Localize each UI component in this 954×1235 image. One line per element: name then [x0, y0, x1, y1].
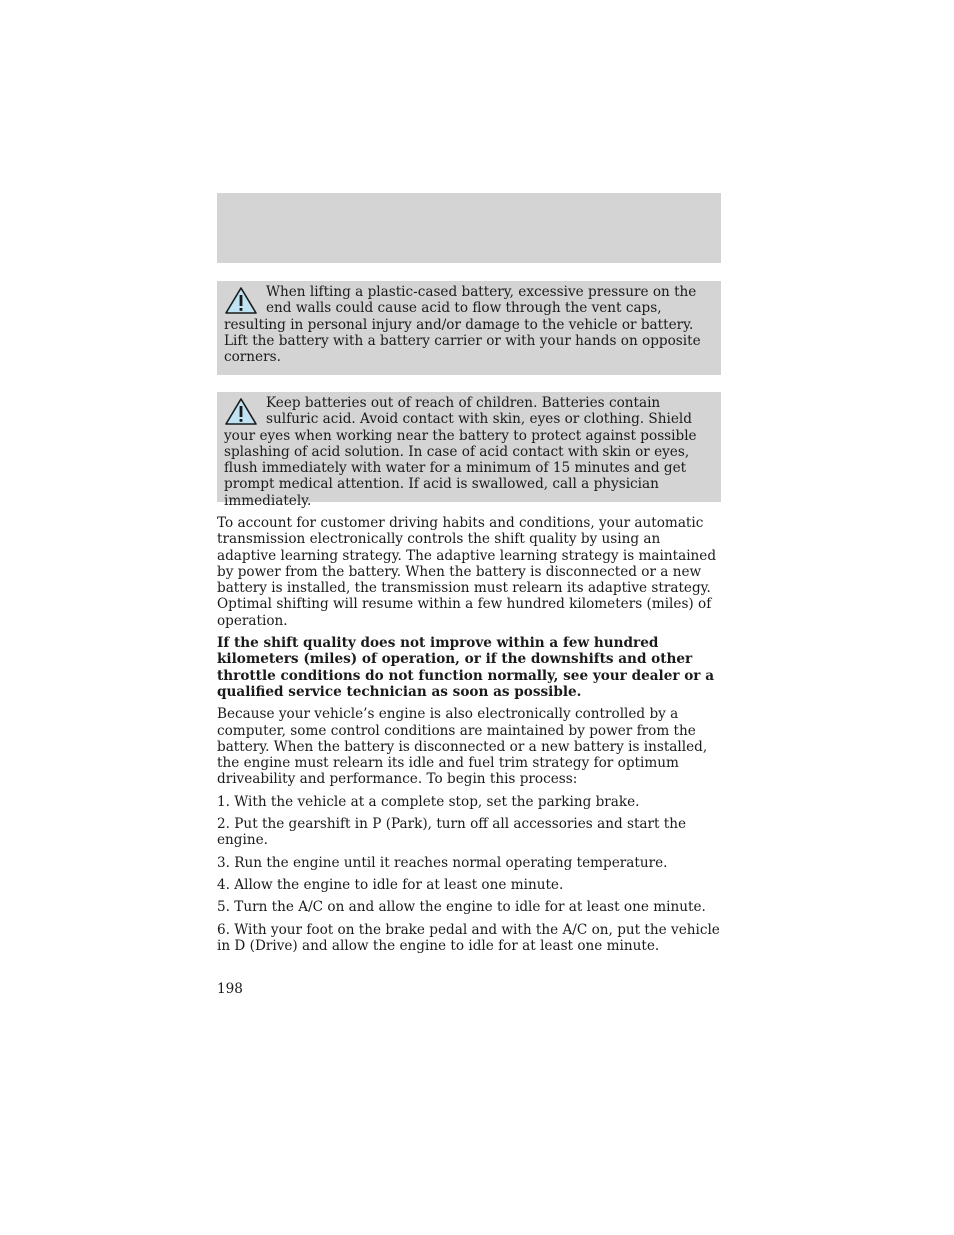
list-item-step-4: 4. Allow the engine to idle for at least one minute.	[217, 876, 564, 893]
paragraph-shift-quality-notice: If the shift quality does not improve within a few hundred kilometers (miles) of operation, or if the downshifts and other throttle conditions do not function normally, see your dealer or a qualified service technician as soon as possible.	[217, 635, 715, 700]
list-item-step-6: 6. With your foot on the brake pedal and with the A/C on, put the vehicle in D (Drive) and allow the engine to idle for at least one minute.	[217, 921, 720, 954]
warning-box-children	[217, 392, 721, 509]
warning-triangle-icon	[224, 286, 258, 316]
paragraph-engine-relearn: Because your vehicle’s engine is also electronically controlled by a computer, some control conditions are maintained by power from the battery. When the battery is disconnected or a new battery is installed, the engine must relearn its idle and fuel trim strategy for optimum driveability and performance. To begin this process:	[217, 706, 708, 788]
warning-box-lifting	[217, 281, 721, 375]
list-item-step-5: 5. Turn the A/C on and allow the engine to idle for at least one minute.	[217, 899, 706, 916]
list-item-step-3: 3. Run the engine until it reaches normal operating temperature.	[217, 854, 668, 871]
body-text	[217, 515, 721, 960]
warning-triangle-icon	[224, 397, 258, 427]
list-item-step-1: 1. With the vehicle at a complete stop, set the parking brake.	[217, 793, 640, 810]
warning-text: Keep batteries out of reach of children. Batteries contain sulfuric acid. Avoid contact with skin, eyes or clothing. Shield your eyes when working near the battery to protect against possible splashing of acid solution. In case of acid contact with skin or eyes, flush immediately with water for a minimum of 15 minutes and get prompt medical attention. If acid is swallowed, call a physician immediately.	[224, 395, 697, 509]
paragraph-adaptive-learning: To account for customer driving habits and conditions, your automatic transmission electronically controls the shift quality by using an adaptive learning strategy. The adaptive learning strategy is maintained by power from the battery. When the battery is disconnected or a new battery is installed, the transmission must relearn its adaptive strategy. Optimal shifting will resume within a few hundred kilometers (miles) of operation.	[217, 515, 717, 629]
section-header-band	[217, 193, 721, 263]
page-number: 198	[217, 981, 243, 997]
warning-text: When lifting a plastic-cased battery, excessive pressure on the end walls could cause acid to flow through the vent caps, resulting in personal injury and/or damage to the vehicle or battery. Lift the battery with a battery carrier or with your hands on opposite corners.	[224, 284, 701, 366]
list-item-step-2: 2. Put the gearshift in P (Park), turn off all accessories and start the engine.	[217, 816, 687, 849]
